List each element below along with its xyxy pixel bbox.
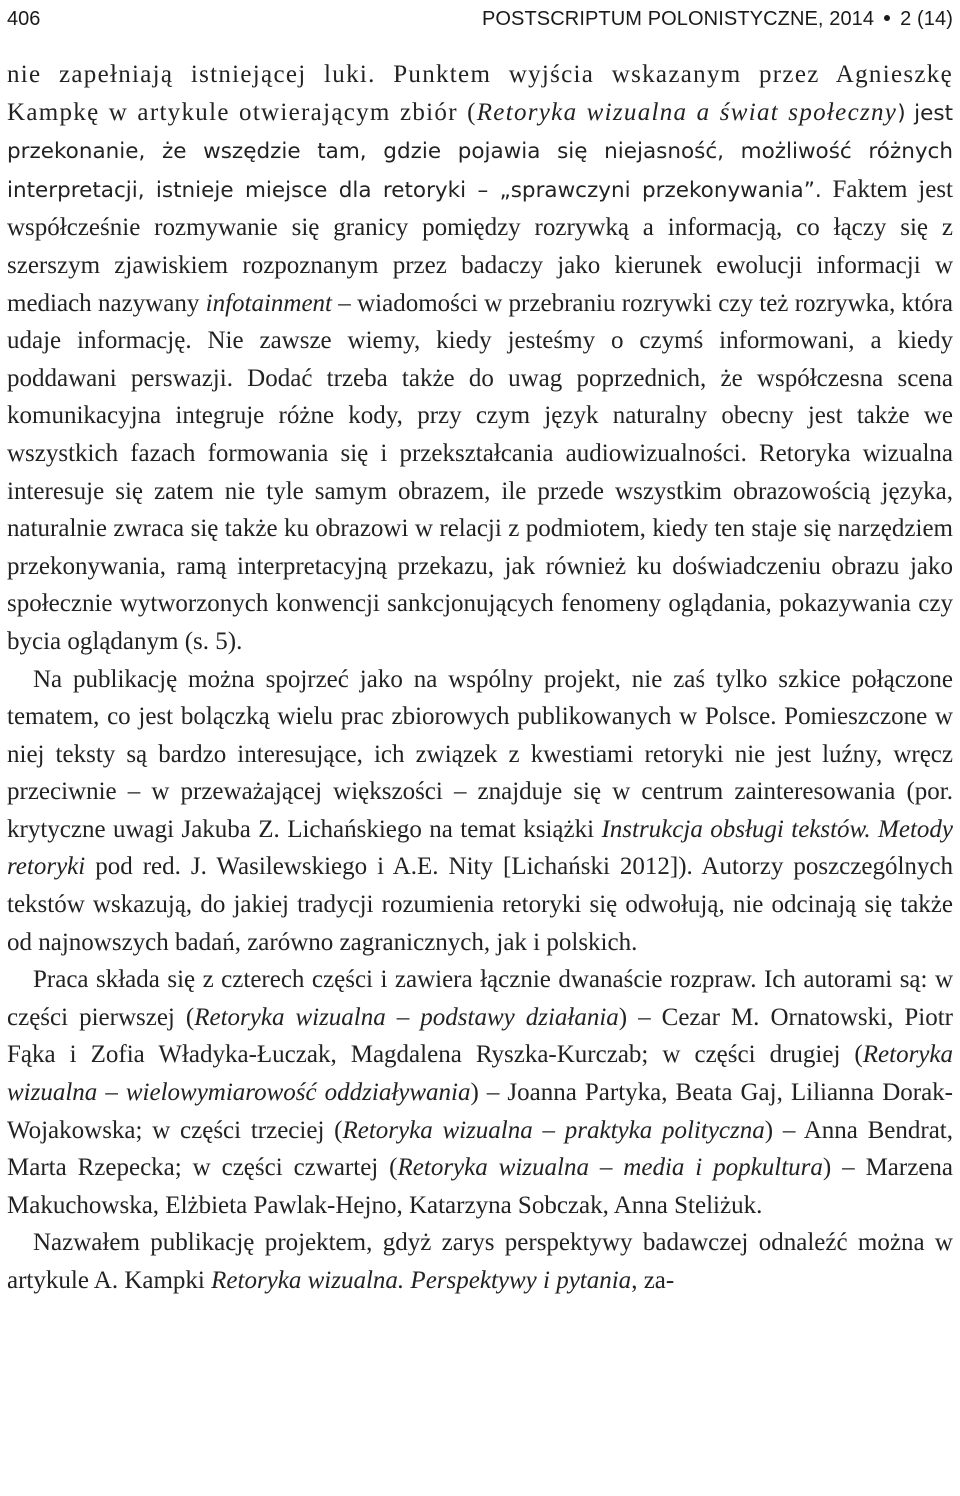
paragraph-1: nie zapełniają istniejącej luki. Punktem wyjścia wskazanym przez Agnieszkę Kampkę w artykule otwierającym zbiór (Retoryka wizualna a świat społeczny) jest przekonanie, że wszędzie tam, gdzie pojawia się niejasność, możliwość różnych interpretacji, istnieje miejsce dla retoryki – „sprawczyni przekonywania”. Faktem jest współcześnie rozmywanie się granicy pomiędzy rozrywką a informacją, co łączy się z szerszym zjawiskiem rozpoznanym przez badaczy jako kierunek ewolucji informacji w mediach nazywany infotainment – wiadomości w przebraniu rozrywki czy też rozrywka, która udaje informację. Nie zawsze wiemy, kiedy jesteśmy o czymś informowani, a kiedy poddawani perswazji. Dodać trzeba także do uwag poprzednich, że współczesna scena komunikacyjna integruje różne kody, przy czym język naturalny obecny jest także we wszystkich fazach formowania się i przekształcania audiowizualności. Retoryka wizualna interesuje się zatem nie tyle samym obrazem, ile przede wszystkim obrazowością języka, naturalnie zwraca się także ku obrazowi w relacji z podmiotem, kiedy ten staje się narzędziem przekonywania, ramą interpretacyjną przekazu, jak również ku doświadczeniu obrazu jako społecznie wytworzonych konwencji sankcjonujących fenomeny oglądania, pokazywania czy bycia oglądanym (s. 5). [7, 61, 954, 655]
bullet-separator [884, 15, 890, 21]
body-text [7, 56, 953, 1300]
running-head [482, 8, 953, 31]
issue-number: 2 (14) [900, 8, 953, 30]
journal-title: POSTSCRIPTUM POLONISTYCZNE, 2014 [481, 8, 875, 30]
page-number: 406 [7, 8, 41, 30]
paragraph-3: Praca składa się z czterech części i zawiera łącznie dwanaście rozpraw. Ich autorami są: w części pierwszej (Retoryka wizualna – podstawy działania) – Cezar M. Ornatowski, Piotr Fąka i Zofia Władyka-Łuczak, Magdalena Ryszka-Kurczab; w części drugiej (Retoryka wizualna – wielowymiarowość oddziaływania) – Joanna Partyka, Beata Gaj, Lilianna Dorak-Wojakowska; w części trzeciej (Retoryka wizualna – praktyka polityczna) – Anna Bendrat, Marta Rzepecka; w części czwartej (Retoryka wizualna – media i popkultura) – Marzena Makuchowska, Elżbieta Pawlak-Hejno, Katarzyna Sobczak, Anna Steliżuk. [7, 966, 954, 1219]
running-header [7, 4, 953, 36]
paragraph-4: Nazwałem publikację projektem, gdyż zarys perspektywy badawczej odnaleźć można w artykule A. Kampki Retoryka wizualna. Perspektywy i pytania, za- [7, 1229, 953, 1294]
paragraph-2: Na publikację można spojrzeć jako na wspólny projekt, nie zaś tylko szkice połączone tematem, co jest bolączką wielu prac zbiorowych publikowanych w Polsce. Pomieszczone w niej teksty są bardzo interesujące, ich związek z kwestiami retoryki nie jest luźny, wręcz przeciwnie – w przeważającej większości – znajduje się w centrum zainteresowania (por. krytyczne uwagi Jakuba Z. Lichańskiego na temat książki Instrukcja obsługi tekstów. Metody retoryki pod red. J. Wasilewskiego i A.E. Nity [Lichański 2012]). Autorzy poszczególnych tekstów wskazują, do jakiej tradycji rozumienia retoryki się odwołują, nie odcinają się także od najnowszych badań, zarówno zagranicznych, jak i polskich. [7, 665, 953, 956]
